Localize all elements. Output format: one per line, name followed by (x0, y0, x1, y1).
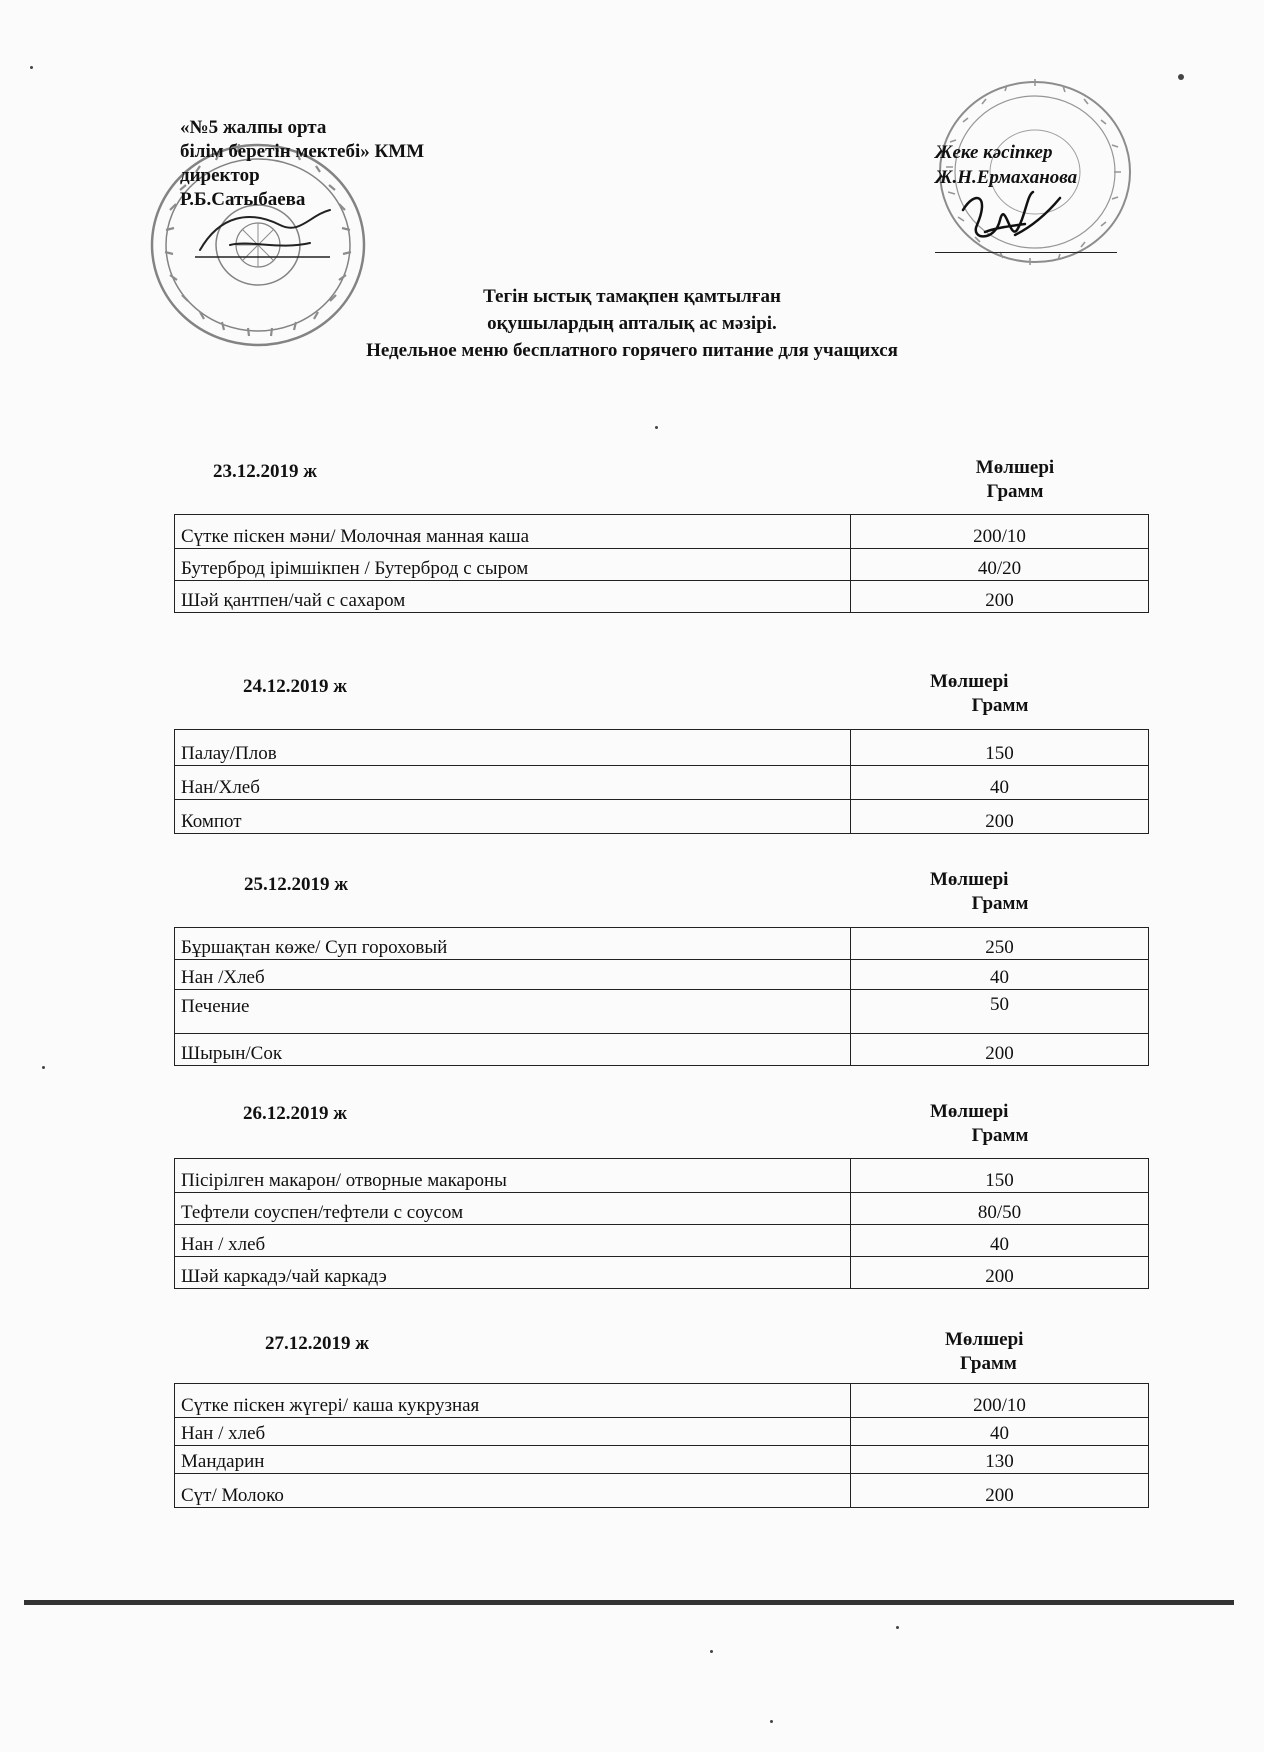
dish-amount: 200 (851, 1257, 1149, 1289)
dish-amount: 200/10 (851, 1384, 1149, 1418)
table-row (175, 549, 1149, 581)
table-row (175, 581, 1149, 613)
menu-table (174, 514, 1149, 613)
dish-name: Компот (175, 800, 851, 834)
dish-name: Палау/Плов (175, 730, 851, 766)
scan-speck (655, 426, 658, 429)
quantity-header (925, 1100, 1075, 1148)
table-row (175, 1418, 1149, 1446)
table-row (175, 1159, 1149, 1193)
dish-amount: 250 (851, 928, 1149, 960)
dish-amount: 150 (851, 1159, 1149, 1193)
quantity-unit: Грамм (971, 893, 1029, 914)
dish-name: Нан/Хлеб (175, 766, 851, 800)
school-header-line: «№5 жалпы орта (180, 117, 327, 138)
signature-line (935, 252, 1117, 253)
quantity-header (940, 1328, 1090, 1376)
dish-name: Нан /Хлеб (175, 960, 851, 990)
director-name: Р.Б.Сатыбаева (180, 189, 306, 210)
dish-name: Печение (175, 990, 851, 1034)
school-header-line: білім беретін мектебі» КММ (180, 141, 425, 162)
day-date: 25.12.2019 ж (244, 874, 349, 895)
scan-edge-rule (24, 1600, 1234, 1605)
dish-amount: 200 (851, 581, 1149, 613)
table-row (175, 1193, 1149, 1225)
day-date: 26.12.2019 ж (243, 1103, 348, 1124)
dish-name: Шәй қантпен/чай с сахаром (175, 581, 851, 613)
table-row (175, 1225, 1149, 1257)
table-row (175, 928, 1149, 960)
table-row (175, 1474, 1149, 1508)
dish-amount: 40 (851, 960, 1149, 990)
dish-name: Бұршақтан көже/ Суп гороховый (175, 928, 851, 960)
quantity-label: Мөлшері (930, 1101, 1009, 1122)
school-header (180, 116, 424, 212)
table-row (175, 800, 1149, 834)
dish-amount: 150 (851, 730, 1149, 766)
dish-amount: 200 (851, 800, 1149, 834)
table-row (175, 766, 1149, 800)
quantity-unit: Грамм (986, 481, 1044, 502)
day-date: 27.12.2019 ж (265, 1333, 370, 1354)
day-date: 23.12.2019 ж (213, 461, 318, 482)
quantity-label: Мөлшері (930, 869, 1009, 890)
dish-amount: 200 (851, 1474, 1149, 1508)
document-title-kz-1: Тегін ыстық тамақпен қамтылған (483, 286, 781, 307)
table-row (175, 1257, 1149, 1289)
table-row (175, 1446, 1149, 1474)
table-row (175, 515, 1149, 549)
dish-amount: 40 (851, 766, 1149, 800)
document-title-kz-2: оқушылардың апталық ас мәзірі. (487, 313, 777, 334)
entrepreneur-title: Жеке кәсіпкер (935, 142, 1053, 163)
dish-name: Пісірілген макарон/ отворные макароны (175, 1159, 851, 1193)
menu-table (174, 1383, 1149, 1508)
dish-name: Мандарин (175, 1446, 851, 1474)
table-row (175, 990, 1149, 1034)
dish-name: Сүтке піскен жүгері/ каша кукрузная (175, 1384, 851, 1418)
menu-table (174, 1158, 1149, 1289)
dish-amount: 130 (851, 1446, 1149, 1474)
entrepreneur-header (935, 140, 1077, 190)
dish-amount: 80/50 (851, 1193, 1149, 1225)
dish-name: Нан / хлеб (175, 1225, 851, 1257)
dish-amount: 40 (851, 1418, 1149, 1446)
menu-table (174, 927, 1149, 1066)
table-row (175, 1034, 1149, 1066)
quantity-unit: Грамм (971, 1125, 1029, 1146)
scan-speck (770, 1720, 773, 1723)
quantity-header (955, 456, 1075, 504)
scan-speck (1178, 74, 1184, 80)
director-title: директор (180, 165, 260, 186)
dish-name: Сүт/ Молоко (175, 1474, 851, 1508)
signature (955, 180, 1075, 255)
document-title-ru: Недельное меню бесплатного горячего питание для учащихся (366, 340, 898, 361)
dish-amount: 40/20 (851, 549, 1149, 581)
dish-amount: 200 (851, 1034, 1149, 1066)
quantity-label: Мөлшері (930, 671, 1009, 692)
dish-name: Бутерброд ірімшікпен / Бутерброд с сыром (175, 549, 851, 581)
table-row (175, 730, 1149, 766)
scan-speck (710, 1650, 713, 1653)
quantity-header (925, 868, 1075, 916)
quantity-unit: Грамм (971, 695, 1029, 716)
dish-name: Нан / хлеб (175, 1418, 851, 1446)
scan-speck (896, 1626, 899, 1629)
dish-name: Тефтели соуспен/тефтели с соусом (175, 1193, 851, 1225)
entrepreneur-name: Ж.Н.Ермаханова (935, 167, 1078, 188)
dish-amount: 200/10 (851, 515, 1149, 549)
quantity-unit: Грамм (960, 1353, 1017, 1374)
quantity-header (925, 670, 1075, 718)
table-row (175, 960, 1149, 990)
dish-name: Сүтке піскен мәни/ Молочная манная каша (175, 515, 851, 549)
scan-speck (42, 1066, 45, 1069)
quantity-label: Мөлшері (975, 457, 1055, 478)
day-date: 24.12.2019 ж (243, 676, 348, 697)
dish-name: Шырын/Сок (175, 1034, 851, 1066)
menu-table (174, 729, 1149, 834)
quantity-label: Мөлшері (945, 1329, 1024, 1350)
scan-speck (30, 66, 33, 69)
dish-name: Шәй каркадэ/чай каркадэ (175, 1257, 851, 1289)
dish-amount: 50 (851, 990, 1149, 1034)
dish-amount: 40 (851, 1225, 1149, 1257)
table-row (175, 1384, 1149, 1418)
